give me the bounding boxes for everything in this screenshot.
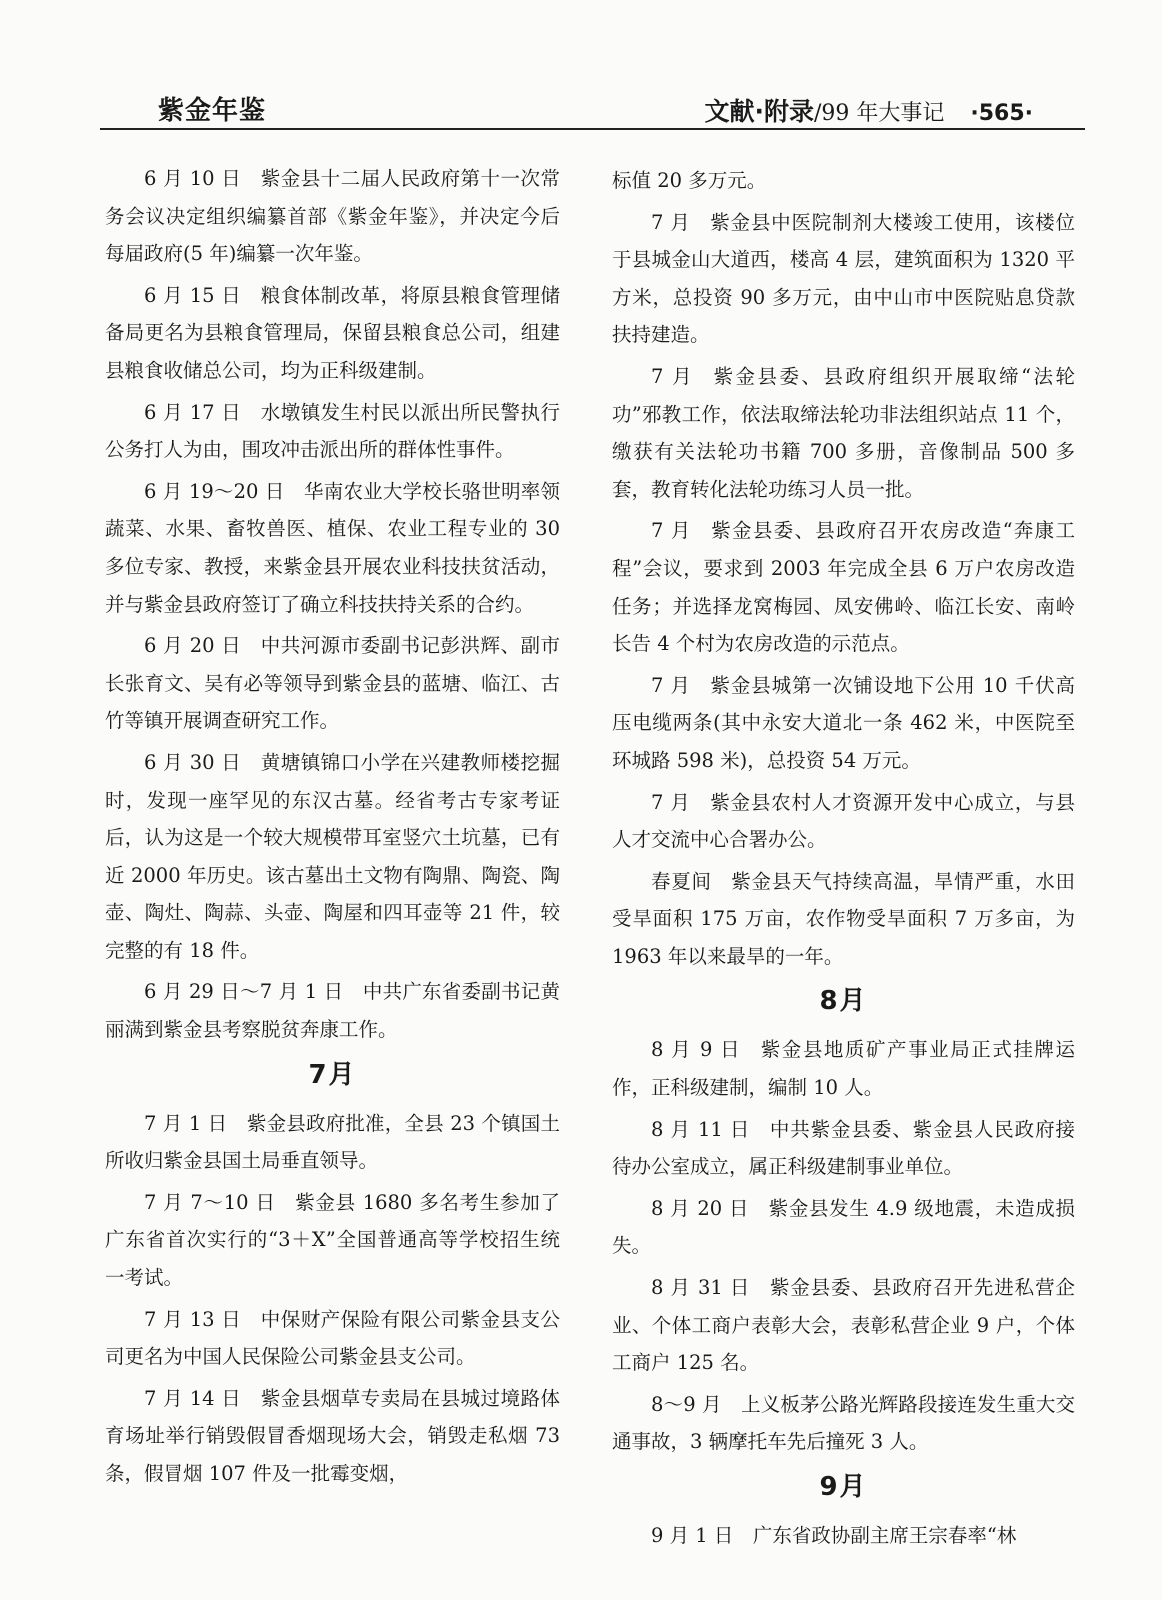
month-heading-july: 7月 — [308, 1059, 357, 1090]
event-date: 8 月 31 日 — [651, 1276, 751, 1300]
event-text: 华南农业大学校长骆世明率领蔬菜、水果、畜牧兽医、植保、农业工程专业的 30 多位专家、教授，来紫金县开展农业科技扶贫活动，并与紫金县政府签订了确立科技扶持关系的合约。 — [105, 479, 560, 616]
event-date: 8 月 9 日 — [651, 1038, 742, 1062]
event-text: 上义板茅公路光辉路段接连发生重大交通事故，3 辆摩托车先后撞死 3 人。 — [612, 1392, 1075, 1454]
event-entry — [612, 1111, 1075, 1186]
event-entry — [612, 784, 1075, 859]
event-date: 7 月 — [651, 364, 695, 388]
event-text: 紫金县 1680 多名考生参加了广东省首次实行的“3＋X”全国普通高等学校招生统一考试。 — [105, 1190, 560, 1290]
event-entry — [105, 277, 560, 390]
event-text: 紫金县发生 4.9 级地震，未造成损失。 — [612, 1196, 1075, 1258]
month-heading-august: 8月 — [819, 986, 868, 1017]
event-date: 6 月 10 日 — [144, 167, 242, 190]
event-entry — [105, 627, 560, 740]
page-header — [100, 88, 1085, 130]
event-text: 黄塘镇锦口小学在兴建教师楼挖掘时，发现一座罕见的东汉古墓。经省考古专家考证后，认为这是一个较大规模带耳室竖穴土坑墓，已有近 2000 年历史。该古墓出土文物有陶鼎、陶瓷、陶壶、陶灶、陶蒜、头壶、陶屋和四耳壶等 21 件，较完整的有 18 件。 — [105, 750, 560, 962]
event-text: 紫金县十二届人民政府第十一次常务会议决定组织编纂首部《紫金年鉴》，并决定今后每届政府(5 年)编纂一次年鉴。 — [105, 167, 560, 266]
event-text: 紫金县中医院制剂大楼竣工使用，该楼位于县城金山大道西，楼高 4 层，建筑面积为 1320 平方米，总投资 90 多万元，由中山市中医院贴息贷款扶持建造。 — [612, 210, 1075, 347]
event-text: 紫金县委、县政府组织开展取缔“法轮功”邪教工作，依法取缔法轮功非法组织站点 11 个，缴获有关法轮功书籍 700 多册，音像制品 500 多套，教育转化法轮功练习人员一批。 — [612, 364, 1075, 501]
event-text: 紫金县农村人才资源开发中心成立，与县人才交流中心合署办公。 — [612, 790, 1075, 852]
event-date: 8 月 11 日 — [651, 1117, 751, 1141]
event-text: 紫金县烟草专卖局在县城过境路体育场址举行销毁假冒香烟现场大会，销毁走私烟 73 条，假冒烟 107 件及一批霉变烟， — [105, 1386, 560, 1485]
event-text: 中共河源市委副书记彭洪辉、副市长张育文、吴有必等领导到紫金县的蓝塘、临江、古竹等镇开展调查研究工作。 — [105, 634, 560, 733]
event-date: 春夏间 — [651, 869, 712, 893]
event-text: 水墩镇发生村民以派出所民警执行公务打人为由，围攻冲击派出所的群体性事件。 — [105, 400, 560, 462]
section-name: 文献·附录 — [704, 97, 814, 126]
event-date: 9 月 1 日 — [651, 1524, 734, 1547]
event-date: 7 月 — [651, 673, 691, 697]
page-number: ·565· — [970, 101, 1033, 126]
event-text: 紫金县天气持续高温，旱情严重，水田受旱面积 175 万亩，农作物受旱面积 7 万多亩，为 1963 年以来最旱的一年。 — [612, 869, 1075, 968]
event-text: 紫金县政府批准，全县 23 个镇国土所收归紫金县国土局垂直领导。 — [105, 1111, 560, 1173]
event-entry — [612, 1386, 1075, 1461]
event-entry — [105, 744, 560, 970]
event-date: 7 月 1 日 — [144, 1111, 228, 1135]
event-date: 6 月 29 日～7 月 1 日 — [144, 980, 344, 1004]
left-column — [105, 160, 560, 1497]
event-date: 8 月 20 日 — [651, 1196, 750, 1220]
event-entry — [105, 1301, 560, 1376]
event-entry — [105, 1184, 560, 1297]
event-entry — [612, 1190, 1075, 1265]
event-text: 中共紫金县委、紫金县人民政府接待办公室成立，属正科级建制事业单位。 — [612, 1117, 1075, 1179]
continued-text: 标值 20 多万元。 — [612, 169, 767, 192]
event-entry — [612, 204, 1075, 354]
event-date: 6 月 30 日 — [144, 750, 242, 774]
event-entry — [612, 667, 1075, 780]
event-date: 7 月 7～10 日 — [144, 1190, 276, 1214]
month-heading-september: 9月 — [819, 1472, 868, 1502]
right-column — [612, 162, 1075, 1559]
event-text: 中共广东省委副书记黄丽满到紫金县考察脱贫奔康工作。 — [105, 980, 560, 1042]
event-date: 6 月 15 日 — [144, 283, 242, 307]
event-entry — [612, 1517, 1075, 1555]
event-entry — [612, 512, 1075, 662]
section-title — [704, 92, 1033, 128]
event-date: 7 月 — [651, 519, 692, 543]
event-entry — [105, 473, 560, 623]
event-date: 7 月 — [651, 210, 691, 234]
event-date: 6 月 19～20 日 — [144, 479, 285, 503]
event-text: 广东省政协副主席王宗春率“林 — [752, 1524, 1017, 1547]
event-date: 6 月 17 日 — [144, 400, 242, 424]
event-text: 紫金县委、县政府召开先进私营企业、个体工商户表彰大会，表彰私营企业 9 户，个体工商户 125 名。 — [612, 1276, 1075, 1375]
event-entry — [105, 394, 560, 469]
yearbook-title: 紫金年鉴 — [158, 96, 267, 126]
event-date: 7 月 — [651, 790, 691, 814]
event-date: 6 月 20 日 — [144, 634, 242, 658]
event-entry — [105, 1105, 560, 1180]
event-entry — [612, 358, 1075, 508]
event-entry — [612, 863, 1075, 976]
event-date: 7 月 13 日 — [144, 1307, 242, 1331]
event-date: 8～9 月 — [651, 1392, 722, 1416]
section-subtitle: /99 年大事记 — [813, 101, 945, 126]
event-text: 中保财产保险有限公司紫金县支公司更名为中国人民保险公司紫金县支公司。 — [105, 1307, 560, 1369]
event-entry — [105, 973, 560, 1048]
event-text: 紫金县地质矿产事业局正式挂牌运作，正科级建制，编制 10 人。 — [612, 1038, 1075, 1100]
event-entry — [612, 1269, 1075, 1382]
event-text: 紫金县委、县政府召开农房改造“奔康工程”会议，要求到 2003 年完成全县 6 万户农房改造任务；并选择龙窝梅园、凤安佛岭、临江长安、南岭长告 4 个村为农房改造的示范点。 — [612, 519, 1075, 656]
event-entry — [612, 1031, 1075, 1106]
event-text: 紫金县城第一次铺设地下公用 10 千伏高压电缆两条(其中永安大道北一条 462 米，中医院至环城路 598 米)，总投资 54 万元。 — [612, 673, 1075, 772]
event-entry — [105, 1380, 560, 1493]
event-text: 粮食体制改革，将原县粮食管理储备局更名为县粮食管理局，保留县粮食总公司，组建县粮食收储总公司，均为正科级建制。 — [105, 283, 560, 382]
event-date: 7 月 14 日 — [144, 1386, 242, 1410]
event-entry — [105, 160, 560, 273]
